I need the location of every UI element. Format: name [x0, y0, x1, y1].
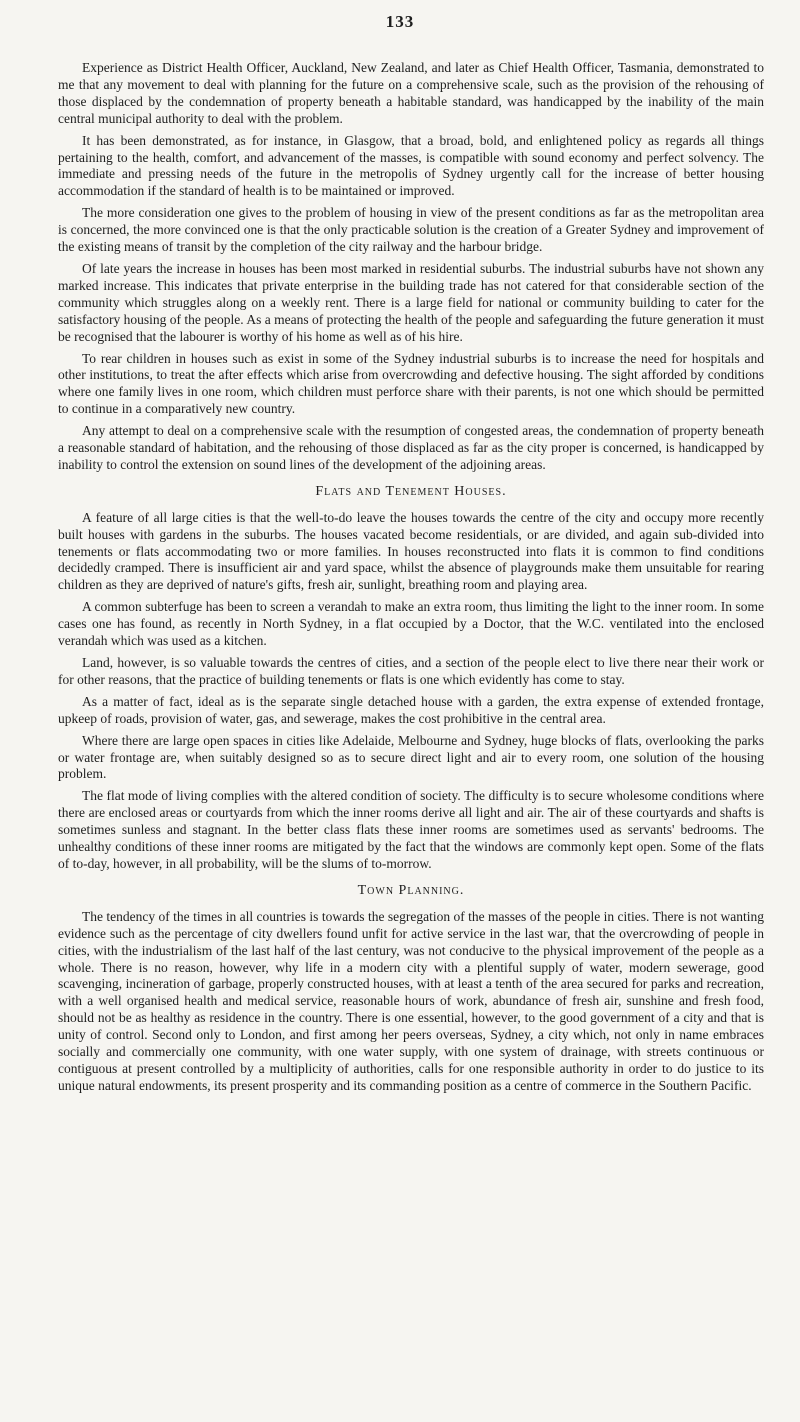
body-paragraph: Land, however, is so valuable towards the centres of cities, and a section of the people elect to live there near their work or for other reasons, that the practice of building tenements or flats is one which evidently has come to stay.	[58, 655, 764, 687]
body-paragraph: It has been demonstrated, as for instance, in Glasgow, that a broad, bold, and enlightened policy as regards all things pertaining to the health, comfort, and advancement of the masses, is compatible with sound economy and perfect solvency. The immediate and pressing needs of the future in the metropolis of Sydney urgently call for the increase of better housing accommodation if the standard of health is to be maintained or improved.	[58, 132, 764, 199]
body-paragraph: The tendency of the times in all countries is towards the segregation of the masses of the people in cities. There is not wanting evidence such as the percentage of city dwellers found unfit for active service in the last war, that the overcrowding of people in cities, with the industrialism of the last half of the last century, was not conducive to the physical improvement of the people as a whole. There is no reason, however, why life in a modern city with a plentiful supply of water, modern sewerage, good scavenging, incineration of garbage, properly constructed houses, with at least a tenth of the area secured for parks and recreation, with a well organised health and medical service, reasonable hours of work, abundance of fresh air, sunshine and fresh food, should not be as healthy as residence in the country. There is one essential, however, to the good government of a city and that is unity of control. Second only to London, and first among her peers overseas, Sydney, a city which, not only in name embraces socially and commercially one community, with one water supply, with one system of drainage, with streets continuous or contiguous at present controlled by a multiplicity of authorities, calls for one responsible authority in order to do justice to its unique natural endowments, its present prosperity and its commanding position as a centre of commerce in the Southern Pacific.	[58, 908, 764, 1093]
body-paragraph: Where there are large open spaces in cities like Adelaide, Melbourne and Sydney, huge blocks of flats, overlooking the parks or water frontage are, when suitably designed so as to secure direct light and air to every room, one solution of the housing problem.	[58, 732, 764, 782]
body-paragraph: Of late years the increase in houses has been most marked in residential suburbs. The industrial suburbs have not shown any marked increase. This indicates that private enterprise in the building trade has not catered for that considerable section of the community which struggles along on a weekly rent. There is a large field for national or community building to cater for the satisfactory housing of the people. As a means of protecting the health of the people and safeguarding the future generation it must be recognised that the labourer is worthy of his home as well as of his hire.	[58, 260, 764, 344]
body-paragraph: The more consideration one gives to the problem of housing in view of the present conditions as far as the metropolitan area is concerned, the more convinced one is that the only practicable solution is the creation of a Greater Sydney and improvement of the existing means of transit by the completion of the city railway and the harbour bridge.	[58, 205, 764, 255]
page-number: 133	[385, 12, 415, 31]
body-paragraph: The flat mode of living complies with the altered condition of society. The difficulty is to secure wholesome conditions where there are enclosed areas or courtyards from which the inner rooms derive all light and air. The air of these courtyards and shafts is sometimes sunless and stagnant. In the better class flats these inner rooms are sometimes used as servants' bedrooms. The unhealthy conditions of these inner rooms are mitigated by the fact that the windows are commonly kept open. Some of the flats of to-day, however, in all probability, will be the slums of to-morrow.	[58, 788, 764, 871]
body-paragraph: To rear children in houses such as exist in some of the Sydney industrial suburbs is to increase the need for hospitals and other institutions, to treat the after effects which arise from overcrowding and defective housing. The sight afforded by conditions where one family lives in one room, which children must perforce share with their parents, is not one which should be permitted to continue in a comparatively new country.	[58, 350, 764, 417]
body-paragraph: Experience as District Health Officer, Auckland, New Zealand, and later as Chief Health Officer, Tasmania, demonstrated to me that any movement to deal with planning for the future on a comprehensive scale, such as the provision of the rehousing of those displaced by the condemnation of property beneath a habitable standard, was handicapped by the inability of the main central municipal authority to deal with the problem.	[58, 60, 764, 126]
body-paragraph: As a matter of fact, ideal as is the separate single detached house with a garden, the extra expense of extended frontage, upkeep of roads, provision of water, gas, and sewerage, makes the cost prohibitive in the central area.	[58, 693, 764, 726]
section-heading-town-planning: Town Planning.	[357, 882, 465, 898]
page-body	[58, 60, 764, 1100]
body-paragraph: A feature of all large cities is that the well-to-do leave the houses towards the centre of the city and occupy more recently built houses with gardens in the suburbs. The houses vacated become residentials, or are divided, and again sub-divided into tenements or flats accommodating two or more families. In houses reconstructed into flats it is common to find conditions decidedly cramped. There is insufficient air and yard space, whilst the absence of playgrounds make them unsuitable for rearing children as they are deprived of nature's gifts, fresh air, sunlight, breathing room and playing area.	[58, 509, 764, 593]
body-paragraph: Any attempt to deal on a comprehensive scale with the resumption of congested areas, the condemnation of property beneath a reasonable standard of habitation, and the rehousing of those displaced as far as the city proper is concerned, is handicapped by inability to control the extension on sound lines of the development of the adjoining areas.	[58, 423, 764, 472]
section-heading-flats: Flats and Tenement Houses.	[315, 483, 507, 499]
body-paragraph: A common subterfuge has been to screen a verandah to make an extra room, thus limiting the light to the inner room. In some cases one has found, as recently in North Sydney, in a flat occupied by a Doctor, that the W.C. ventilated into the enclosed verandah which was used as a kitchen.	[58, 599, 764, 649]
